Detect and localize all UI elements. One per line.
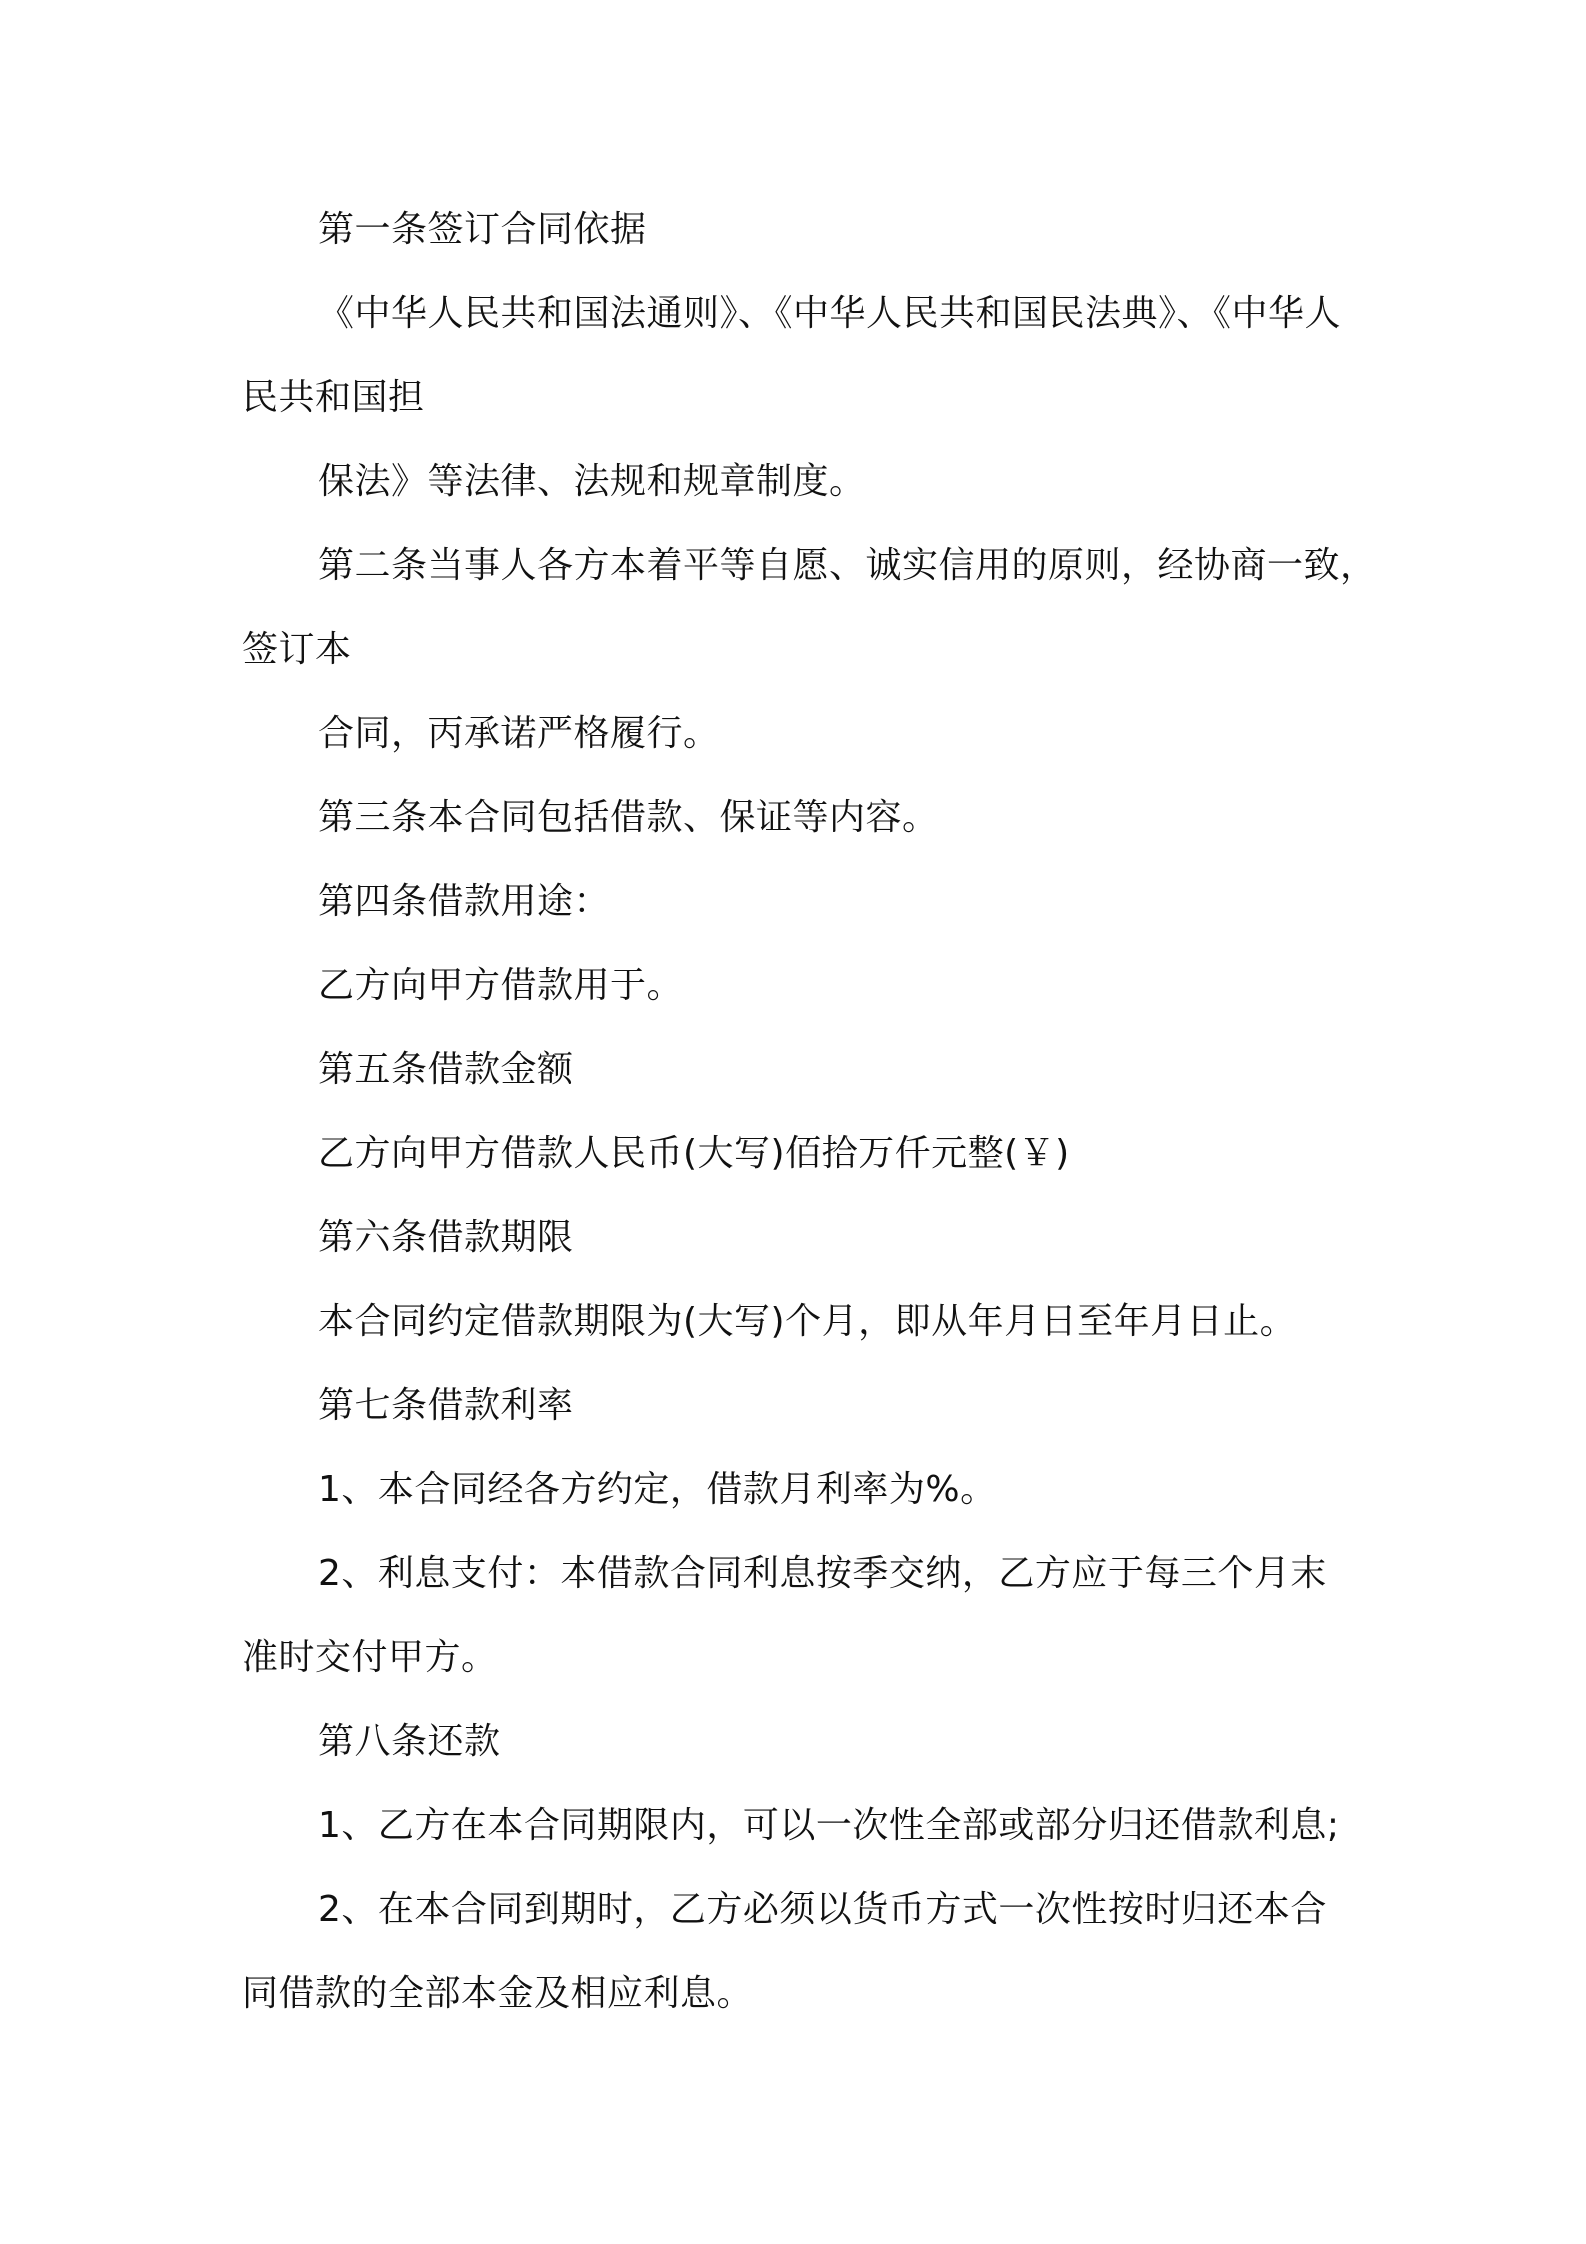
clause-5-title: 第五条借款金额 bbox=[318, 1049, 574, 1090]
clause-6-title: 第六条借款期限 bbox=[318, 1217, 574, 1258]
clause-7-item-2-line-1: 2、利息支付：本借款合同利息按季交纳，乙方应于每三个月末 bbox=[318, 1553, 1327, 1594]
clause-2-line-1: 第二条当事人各方本着平等自愿、诚实信用的原则，经协商一致， bbox=[318, 545, 1377, 586]
clause-5-body: 乙方向甲方借款人民币(大写)佰拾万仟元整(￥) bbox=[318, 1133, 1070, 1174]
clause-7-item-2-line-2: 准时交付甲方。 bbox=[242, 1637, 498, 1678]
clause-1-body-line-2: 民共和国担 bbox=[242, 377, 425, 418]
clause-2-line-3: 合同，丙承诺严格履行。 bbox=[318, 713, 720, 754]
clause-8-item-2-line-1: 2、在本合同到期时，乙方必须以货币方式一次性按时归还本合 bbox=[318, 1889, 1327, 1930]
clause-4-title: 第四条借款用途： bbox=[318, 881, 611, 922]
clause-1-title: 第一条签订合同依据 bbox=[318, 209, 647, 250]
clause-8-title: 第八条还款 bbox=[318, 1721, 501, 1762]
clause-6-body: 本合同约定借款期限为(大写)个月，即从年月日至年月日止。 bbox=[318, 1301, 1297, 1342]
clause-4-body: 乙方向甲方借款用于。 bbox=[318, 965, 684, 1006]
clause-7-title: 第七条借款利率 bbox=[318, 1385, 574, 1426]
clause-8-item-2-line-2: 同借款的全部本金及相应利息。 bbox=[242, 1973, 754, 2014]
clause-1-body-line-3: 保法》等法律、法规和规章制度。 bbox=[318, 461, 866, 502]
clause-3: 第三条本合同包括借款、保证等内容。 bbox=[318, 797, 939, 838]
clause-8-item-1: 1、乙方在本合同期限内，可以一次性全部或部分归还借款利息; bbox=[318, 1805, 1340, 1846]
clause-1-body-line-1: 《中华人民共和国法通则》、《中华人民共和国民法典》、《中华人 bbox=[318, 293, 1342, 334]
clause-2-line-2: 签订本 bbox=[242, 629, 352, 670]
clause-7-item-1: 1、本合同经各方约定，借款月利率为%。 bbox=[318, 1469, 997, 1510]
